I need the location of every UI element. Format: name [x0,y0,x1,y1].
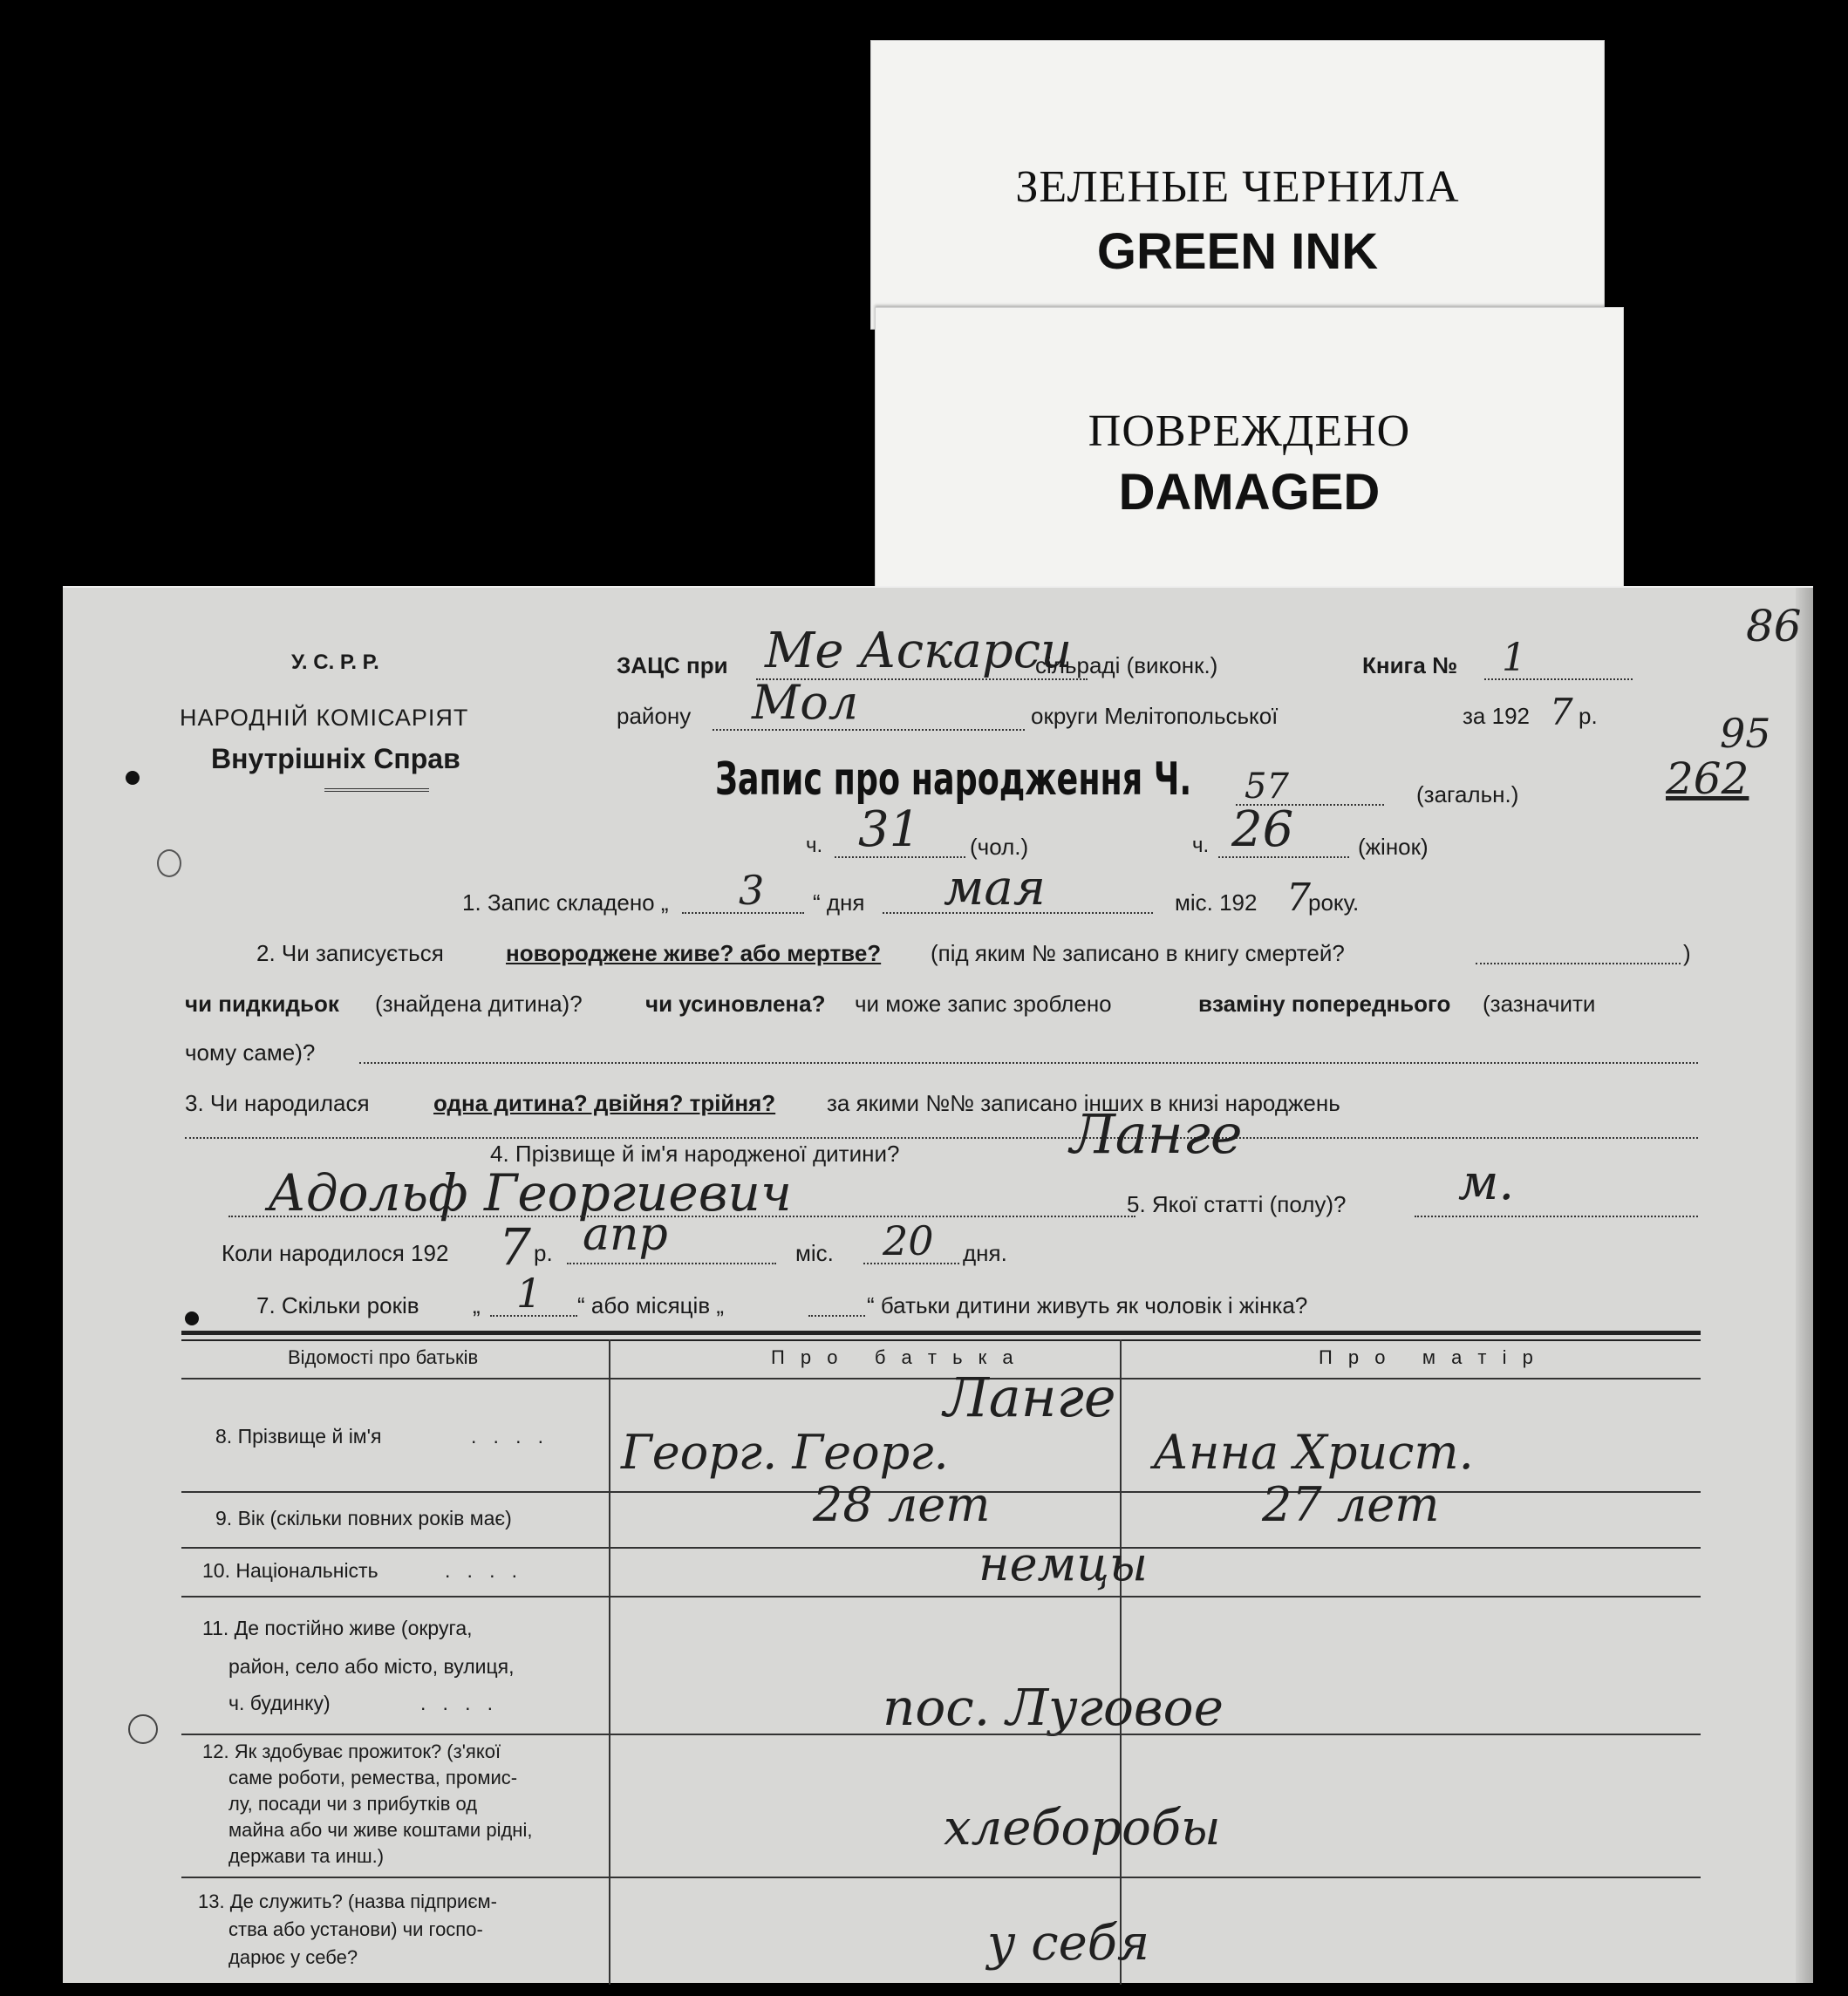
punch-hole [185,1311,199,1325]
row-dots: . . . . [471,1425,544,1448]
q7-years: 1 [516,1270,542,1317]
father-age: 28 лет [813,1477,991,1532]
q2-rest1: (під яким № записано в книгу смертей? [931,940,1345,966]
q1-day: 3 [739,867,765,914]
q2-rest4: (зазначити [1483,991,1596,1017]
punch-hole [157,849,181,877]
col-mother-header: П р о м а т і р [1319,1346,1538,1368]
punch-hole [126,771,140,785]
q7-mid: “ або місяців „ [577,1292,725,1318]
book-label: Книга № [1362,652,1458,678]
q6-day: 20 [883,1217,934,1264]
damaged-en: DAMAGED [1118,464,1381,521]
female-prefix: ч. [1192,834,1210,857]
q2-bold4: взаміну попереднього [1198,991,1451,1017]
workplace: у себя [987,1915,1150,1972]
q1-roku: року. [1308,889,1360,916]
internal-affairs: Внутрішніх Справ [211,743,460,774]
republic-name: У. С. Р. Р. [291,651,379,674]
green-ink-en: GREEN INK [1096,223,1379,280]
q6-r: р. [534,1240,553,1266]
row-dots: . . . . [445,1559,518,1582]
book-value: 1 [1502,636,1526,680]
q2-rest3: чи може запис зроблено [855,991,1112,1017]
row-label-line: 13. Де служить? (назва підприєм- [198,1890,498,1912]
q6-label: Коли народилося 192 [222,1240,449,1266]
q3-rest: за якими №№ записано інших в книзі народжень [827,1090,1340,1116]
male-prefix: ч. [806,834,823,857]
table-top-rule [181,1331,1701,1335]
q3-line [185,1137,1698,1139]
row-label-line: дарює у себе? [228,1946,358,1968]
punch-hole [128,1714,158,1744]
q2-bold3: чи усиновлена? [645,991,826,1017]
header-underline [324,788,429,792]
row-label-line: держави та инш.) [228,1845,385,1867]
row-rule [181,1877,1701,1878]
female-value: 26 [1231,801,1294,858]
q2-line3: чому саме)? [185,1039,316,1066]
raion-value: Мол [752,675,859,730]
q2-start: 2. Чи записується [256,940,444,966]
row-rule [181,1547,1701,1549]
col-father-header: П р о б а т ь к а [771,1346,1019,1368]
raion-label: району [617,703,692,729]
father-name: Георг. Георг. [621,1425,949,1480]
row-label-line: ч. будинку) [228,1692,331,1714]
green-ink-label [870,40,1605,330]
row-label: 9. Вік (скільки повних років має) [215,1507,512,1529]
row-label-line: район, село або місто, вулиця, [228,1655,515,1678]
row-label-line: 11. Де постійно живе (округа, [202,1617,473,1639]
row-label-line: майна або чи живе коштами рідні, [228,1819,533,1841]
q5-label: 5. Якої статті (полу)? [1127,1191,1347,1217]
q5-line [1415,1216,1698,1217]
q7-label: 7. Скільки років [256,1292,419,1318]
archive-number-2: 95 [1720,710,1771,757]
okrug-label: округи Мелітопольської [1031,703,1279,729]
occupation: хлеборобы [944,1800,1221,1856]
q1-day-suffix: “ дня [813,889,865,916]
row-rule [181,1734,1701,1735]
q4-name: Адольф Георгиевич [268,1163,792,1223]
q2-bold1: новороджене живе? або мертве? [506,940,882,966]
zags-value: Ме Аскарси [765,623,1073,679]
row-label-line: ства або установи) чи госпо- [228,1918,483,1940]
year-label: за 192 [1463,703,1530,729]
sheet-edge-shadow [1796,588,1813,1983]
green-ink-ru: ЗЕЛЕНЫЕ ЧЕРНИЛА [1015,162,1460,212]
q5-value: м. [1458,1155,1515,1211]
archive-number-3: 262 [1666,753,1749,804]
row-label-line: лу, посади чи з прибутків од [228,1793,478,1815]
damaged-ru: ПОВРЕЖДЕНО [1088,406,1411,456]
q6-dnia: дня. [963,1240,1007,1266]
parents-surname: Ланге [944,1366,1116,1429]
q2-rest2: (знайдена дитина)? [375,991,583,1017]
row-label: 10. Національність [202,1559,378,1582]
birth-record-sheet [63,586,1813,1983]
mother-name: Анна Христ. [1153,1425,1474,1480]
q1-year: 7 [1286,875,1311,920]
total-label: (загальн.) [1416,781,1519,807]
table-top-rule-2 [181,1339,1701,1341]
q1-month: мая [944,860,1046,916]
q4-surname: Ланге [1070,1102,1243,1166]
table-col-divider-1 [609,1339,610,1985]
q7-months-line [808,1315,865,1317]
q1-label: 1. Запис складено „ [462,889,669,916]
archive-number-1: 86 [1746,601,1802,651]
q6-mis: міс. [795,1240,834,1266]
row-dots: . . . . [420,1692,494,1714]
q1-mis: міс. 192 [1175,889,1258,916]
female-label: (жінок) [1358,834,1429,860]
silradi-label: сільраді (виконк.) [1035,652,1218,678]
q4-name-line [228,1216,1135,1217]
row-rule [181,1596,1701,1597]
residence: пос. Луговое [883,1678,1224,1737]
commissariat-name: НАРОДНІЙ КОМІСАРІЯТ [180,705,469,731]
total-value: 57 [1245,766,1289,807]
damaged-label [875,307,1624,596]
row-label-line: саме роботи, ремества, промис- [228,1767,518,1788]
q6-month: апр [583,1209,668,1261]
male-value: 31 [858,801,921,858]
q6-year: 7 [499,1217,531,1277]
q4-label: 4. Прізвище й ім'я народженої дитини? [490,1141,900,1167]
nationality: немцы [979,1536,1148,1591]
q2-close: ) [1683,940,1691,966]
q3-bold: одна дитина? двійня? трійня? [433,1090,776,1116]
q3-start: 3. Чи народилася [185,1090,370,1116]
male-label: (чол.) [970,834,1029,860]
row-label: 8. Прізвище й ім'я [215,1425,382,1448]
year-value: 7 [1550,691,1573,733]
mother-age: 27 лет [1262,1477,1440,1532]
record-title: Запис про народження Ч. [715,753,1192,806]
zags-label: ЗАЦС при [617,652,728,678]
table-col-divider-2 [1120,1339,1122,1985]
q2-bold2: чи пидкидьок [185,991,339,1017]
year-suffix: р. [1579,703,1598,729]
q7-open: „ [473,1292,481,1318]
col-info-header: Відомості про батьків [288,1346,479,1368]
row-label-line: 12. Як здобуває прожиток? (з'якої [202,1741,501,1762]
q7-rest: “ батьки дитини живуть як чоловік і жінка? [867,1292,1308,1318]
q2-reason-line [359,1062,1698,1064]
q6-month-line [567,1263,776,1264]
table-header-rule [181,1378,1701,1379]
q2-death-line [1476,963,1681,964]
